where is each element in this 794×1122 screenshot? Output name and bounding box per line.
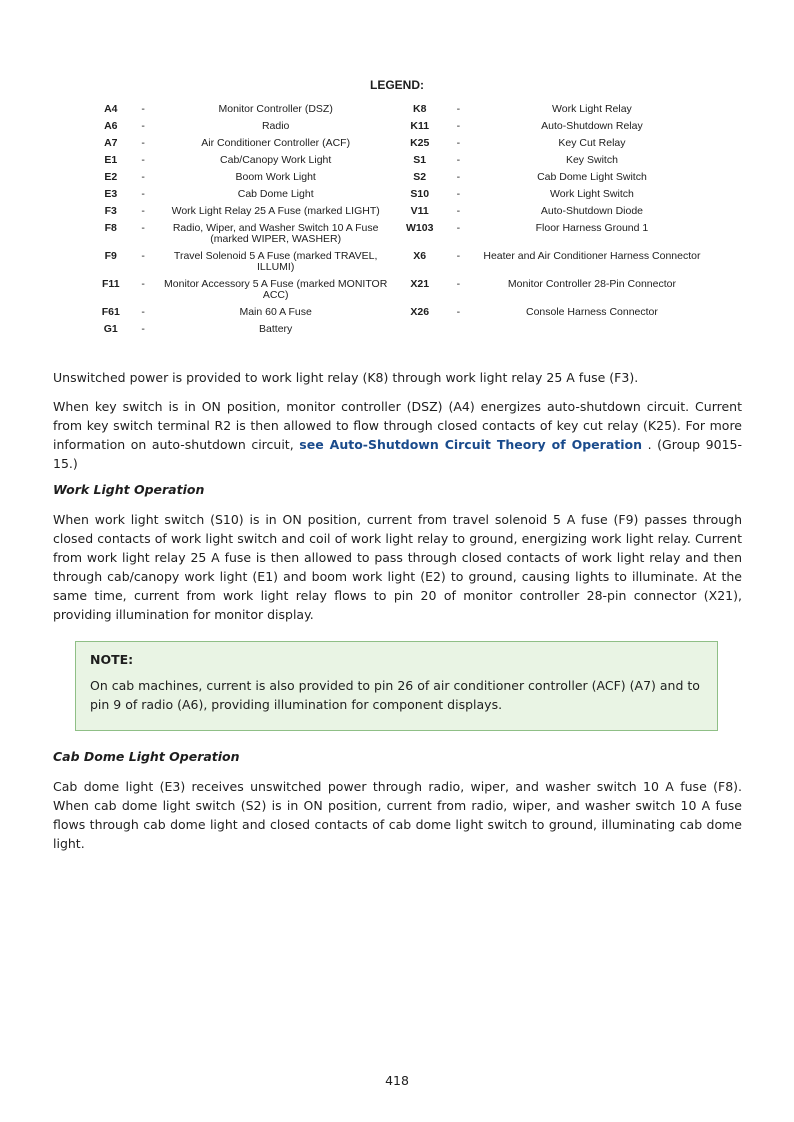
legend-row xyxy=(92,279,712,307)
legend-row xyxy=(92,223,712,251)
legend-dash: - xyxy=(456,222,461,234)
legend-description: Radio xyxy=(261,120,290,132)
legend-row xyxy=(92,155,712,172)
legend-code: E1 xyxy=(104,154,118,166)
legend-dash: - xyxy=(456,250,461,262)
paragraph-cab-dome-light: Cab dome light (E3) receives unswitched power through radio, wiper, and washer switch 10 A fuse (F8). When cab dome light switch (S2) is in ON position, current from radio, wiper, and washer switch 10 A fuse flows through cab dome light and closed contacts of cab dome light switch to ground, illuminating cab dome light. xyxy=(53,779,742,851)
heading-work-light-operation: Work Light Operation xyxy=(53,482,205,497)
paragraph-work-light: When work light switch (S10) is in ON position, current from travel solenoid 5 A fuse (F9) passes through closed contacts of work light switch and coil of work light relay to ground, energizing work light relay. Current from work light relay 25 A fuse is then allowed to pass through closed contacts of work light relay and then through cab/canopy work light (E1) and boom work light (E2) to ground, causing lights to illuminate. At the same time, current from work light relay flows to pin 20 of monitor controller 28-pin connector (X21), providing illumination for monitor display. xyxy=(53,512,742,622)
legend-dash: - xyxy=(141,188,145,200)
paragraph-auto-shutdown-group: . (Group 9015-15.) xyxy=(53,437,743,471)
legend-code: E3 xyxy=(104,188,118,200)
legend-code: F9 xyxy=(104,250,117,262)
legend-code: F8 xyxy=(104,222,117,234)
legend-code: E2 xyxy=(104,171,118,183)
note-title: NOTE: xyxy=(90,652,134,667)
legend-dash: - xyxy=(456,205,461,217)
legend-description: Monitor Controller (DSZ) xyxy=(218,103,333,115)
legend-dash: - xyxy=(456,103,461,115)
page-number: 418 xyxy=(385,1073,409,1088)
note-text: On cab machines, current is also provided to pin 26 of air conditioner controller (ACF) (A7) and to pin 9 of radio (A6), providing illumination for component displays. xyxy=(90,678,700,712)
legend-code xyxy=(395,324,445,341)
legend-code: S1 xyxy=(413,154,427,166)
legend-code: F11 xyxy=(102,278,120,290)
legend-row xyxy=(92,307,712,324)
legend-description: Work Light Relay 25 A Fuse (marked LIGHT) xyxy=(171,205,380,217)
legend-description: Travel Solenoid 5 A Fuse (marked TRAVEL, ILLUMI) xyxy=(173,250,378,273)
legend-code: A6 xyxy=(104,120,118,132)
legend-code: W103 xyxy=(405,222,434,234)
paragraph-unswitched-power: Unswitched power is provided to work light relay (K8) through work light relay 25 A fuse (F3). xyxy=(53,370,639,385)
legend-description: Monitor Controller 28-Pin Connector xyxy=(507,278,676,290)
legend-description: Work Light Relay xyxy=(552,103,632,115)
legend-dash xyxy=(445,324,472,341)
legend-description: Key Switch xyxy=(565,154,618,166)
legend-code: K11 xyxy=(410,120,430,132)
legend-row xyxy=(92,206,712,223)
legend-dash: - xyxy=(141,323,145,335)
auto-shutdown-link[interactable]: see Auto-Shutdown Circuit Theory of Operation xyxy=(299,437,643,452)
legend-description: Cab Dome Light Switch xyxy=(537,171,647,183)
legend-dash: - xyxy=(141,120,145,132)
legend-code: V11 xyxy=(410,205,429,217)
paragraph-auto-shutdown-text: When key switch is in ON position, monitor controller (DSZ) (A4) energizes auto-shutdown circuit. Current from key switch terminal R2 is then allowed to flow through closed contacts of key cut relay (K25). For more information on auto-shutdown circuit, xyxy=(53,399,742,452)
legend-row xyxy=(92,251,712,279)
legend-dash: - xyxy=(141,171,145,183)
legend-code: F61 xyxy=(101,306,120,318)
legend-dash: - xyxy=(456,306,461,318)
legend-dash: - xyxy=(141,222,145,234)
legend-description: Auto-Shutdown Relay xyxy=(541,120,643,132)
legend-dash: - xyxy=(456,154,461,166)
legend-row xyxy=(92,121,712,138)
legend-code: G1 xyxy=(103,323,118,335)
legend-code: K8 xyxy=(412,103,427,115)
legend-description: Boom Work Light xyxy=(235,171,316,183)
legend-dash: - xyxy=(141,250,145,262)
legend-code: F3 xyxy=(104,205,117,217)
legend-description: Cab/Canopy Work Light xyxy=(220,154,332,166)
legend-code: A7 xyxy=(104,137,118,149)
legend-description: Key Cut Relay xyxy=(558,137,626,149)
legend-dash: - xyxy=(141,137,145,149)
legend-description: Heater and Air Conditioner Harness Connector xyxy=(483,250,701,262)
legend-description: Battery xyxy=(259,323,293,335)
legend-dash: - xyxy=(456,171,461,183)
legend-title: LEGEND: xyxy=(370,78,424,92)
paragraph-auto-shutdown xyxy=(53,397,742,473)
legend-description xyxy=(472,324,712,341)
legend-row xyxy=(92,104,712,121)
legend-code: X21 xyxy=(410,278,430,290)
legend-table xyxy=(92,104,712,341)
legend-row xyxy=(92,138,712,155)
legend-code: S10 xyxy=(410,188,430,200)
legend-description: Main 60 A Fuse xyxy=(239,306,312,318)
legend-code: X6 xyxy=(413,250,427,262)
legend-description: Auto-Shutdown Diode xyxy=(540,205,644,217)
legend-description: Air Conditioner Controller (ACF) xyxy=(201,137,351,149)
legend-dash: - xyxy=(141,154,145,166)
legend-description: Radio, Wiper, and Washer Switch 10 A Fuse (marked WIPER, WASHER) xyxy=(172,222,379,245)
legend-code: K25 xyxy=(410,137,430,149)
legend-dash: - xyxy=(456,120,461,132)
legend-dash: - xyxy=(456,278,461,290)
legend-dash: - xyxy=(141,205,145,217)
legend-dash: - xyxy=(141,306,145,318)
legend-description: Work Light Switch xyxy=(550,188,634,200)
legend-row xyxy=(92,172,712,189)
legend-dash: - xyxy=(141,103,145,115)
legend-description: Monitor Accessory 5 A Fuse (marked MONITOR ACC) xyxy=(164,278,388,301)
note-box xyxy=(75,641,718,731)
legend-row xyxy=(92,324,712,341)
legend-code: A4 xyxy=(104,103,118,115)
legend-dash: - xyxy=(456,188,461,200)
legend-code: S2 xyxy=(413,171,427,183)
legend-description: Console Harness Connector xyxy=(525,306,658,318)
legend-row xyxy=(92,189,712,206)
legend-description: Floor Harness Ground 1 xyxy=(535,222,649,234)
legend-dash: - xyxy=(456,137,461,149)
legend-dash: - xyxy=(141,278,145,290)
legend-code: X26 xyxy=(410,306,430,318)
legend-description: Cab Dome Light xyxy=(237,188,314,200)
heading-cab-dome-light-operation: Cab Dome Light Operation xyxy=(53,749,240,764)
